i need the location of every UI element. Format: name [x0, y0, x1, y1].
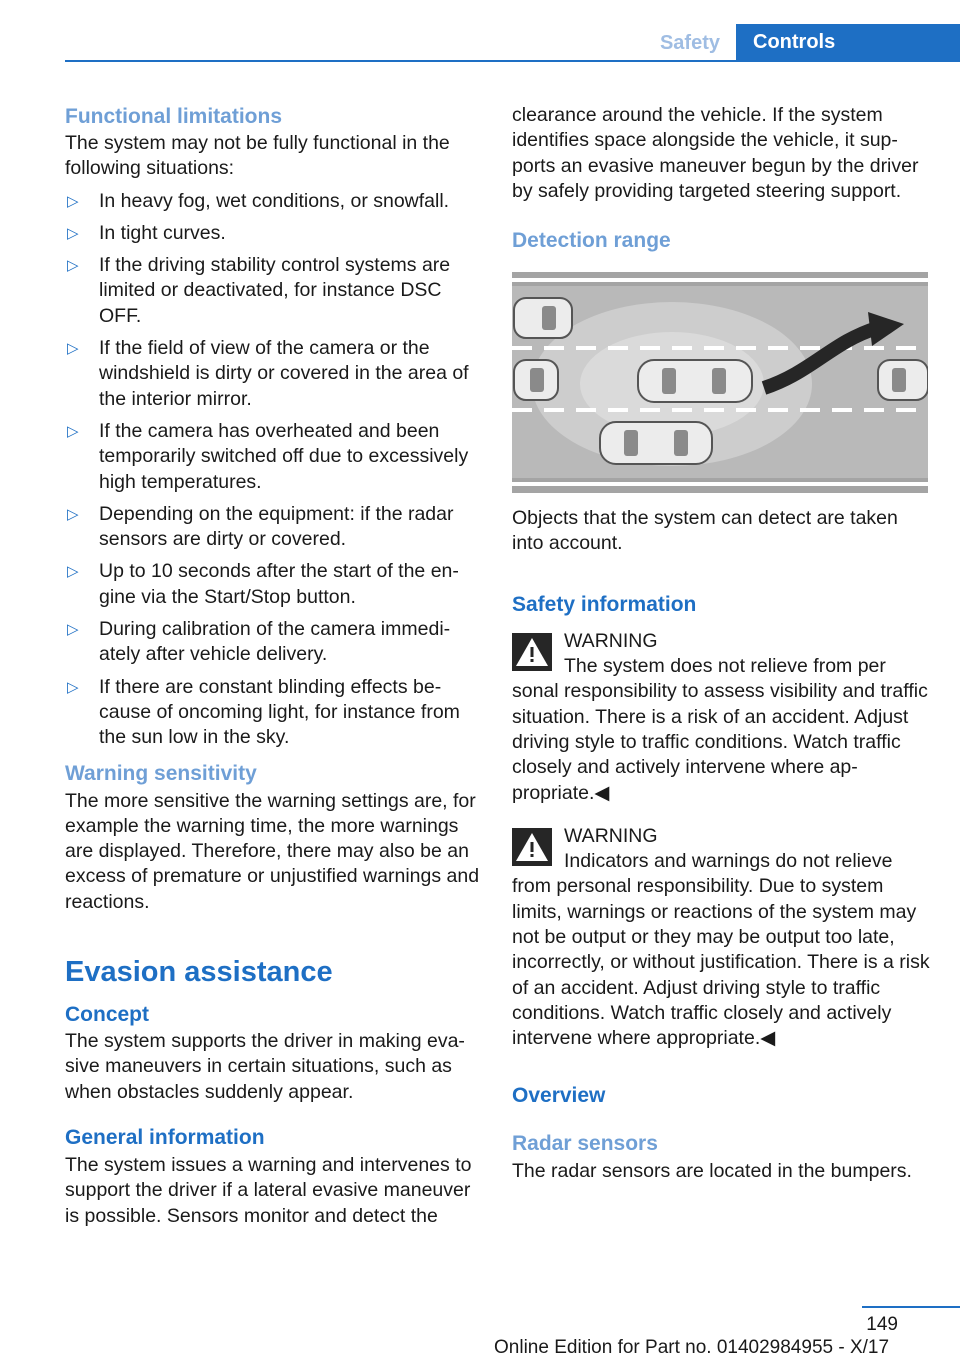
warning-title: WARNING: [564, 824, 658, 847]
list-item: ▷ During calibration of the camera immediately after vehicle delivery.: [67, 618, 451, 666]
triangle-right-icon: ▷: [67, 621, 79, 639]
list-item: ▷ If there are constant blinding effects because of oncoming light, for instance from the sun low in the sky.: [67, 675, 460, 749]
warning-title: WARNING: [564, 629, 658, 652]
warning-first-line: Indicators and warnings do not relieve: [564, 850, 893, 873]
header-chapter-tab: Controls: [736, 24, 960, 61]
triangle-right-icon: ▷: [67, 563, 79, 581]
triangle-right-icon: ▷: [67, 192, 79, 210]
footer-rule: [862, 1306, 960, 1308]
functional-limitations-intro: The system may not be fully functional in the following situations:: [65, 132, 450, 180]
general-information-text: The system issues a warning and intervenes to support the driver if a lateral evasive maneuver is possible. Sensors monitor and detect the: [65, 1153, 472, 1227]
safety-information-heading: Safety information: [512, 592, 697, 616]
triangle-right-icon: ▷: [67, 224, 79, 242]
radar-sensors-text: The radar sensors are located in the bumpers.: [512, 1159, 912, 1182]
list-item: ▷ Up to 10 seconds after the start of the engine via the Start/Stop button.: [67, 560, 459, 608]
general-information-heading: General information: [65, 1125, 265, 1149]
list-item: ▷ Depending on the equipment: if the radar sensors are dirty or covered.: [67, 502, 454, 551]
triangle-right-icon: ▷: [67, 257, 79, 275]
road-diagram: [512, 272, 928, 493]
triangle-right-icon: ▷: [67, 678, 79, 696]
page-number: 149: [866, 1314, 898, 1335]
detection-range-heading: Detection range: [512, 229, 671, 253]
functional-limitations-list: [65, 189, 483, 751]
warning-block: [512, 629, 930, 806]
warning-text: sonal responsibility to assess visibility and traffic situation. There is a risk of an accident. Adjust driving style to traffic conditions. Watch traffic closely and actively intervene where appropriate.◀: [512, 680, 928, 804]
evasion-assistance-heading: Evasion assistance: [65, 956, 333, 989]
right-column: [512, 103, 930, 1184]
header-rule: [65, 60, 960, 62]
warning-sensitivity-heading: Warning sensitivity: [65, 761, 257, 785]
warning-first-line: The system does not relieve from per: [564, 655, 886, 678]
list-item: ▷ If the camera has overheated and been temporarily switched off due to excessively high temperatures.: [67, 419, 469, 493]
warning-triangle-icon: [512, 828, 552, 866]
warning-text: from personal responsibility. Due to system limits, warnings or reactions of the system may not be output or they may be output too late, incorrectly, or without justification. There is a risk of an accident. Adjust driving style to traffic conditions. Watch traffic closely and actively intervene where appropriate.◀: [512, 875, 930, 1050]
list-item: ▷ If the field of view of the camera or the windshield is dirty or covered in the area of the interior mirror.: [67, 337, 469, 410]
functional-limitations-heading: Functional limitations: [65, 105, 283, 128]
list-item: ▷ In tight curves.: [65, 221, 483, 246]
triangle-right-icon: ▷: [67, 340, 79, 358]
warning-triangle-icon: [512, 633, 552, 671]
warning-block: [512, 824, 930, 1052]
continuation-text: clearance around the vehicle. If the system identifies space alongside the vehicle, it supports an evasive maneuver begun by the driver by safely providing targeted steering support.: [512, 104, 919, 202]
list-item: ▷ If the driving stability control systems are limited or deactivated, for instance DSC OFF.: [67, 254, 451, 327]
detection-range-caption: Objects that the system can detect are taken into account.: [512, 507, 898, 555]
detection-range-illustration: [512, 272, 928, 493]
triangle-right-icon: ▷: [67, 422, 79, 440]
triangle-right-icon: ▷: [67, 505, 79, 523]
concept-heading: Concept: [65, 1003, 149, 1027]
warning-sensitivity-text: The more sensitive the warning settings are, for example the warning time, the more warnings are displayed. Therefore, there may also be an excess of premature or unjustified warnings and reactions.: [65, 789, 480, 913]
left-column: [65, 103, 483, 1229]
radar-sensors-heading: Radar sensors: [512, 1131, 658, 1155]
concept-text: The system supports the driver in making evasive maneuvers in certain situations, such as when obstacles suddenly appear.: [65, 1030, 465, 1103]
edition-note: Online Edition for Part no. 01402984955 - X/17: [494, 1337, 890, 1358]
list-item: ▷ In heavy fog, wet conditions, or snowfall.: [65, 189, 483, 214]
header-section-tab: Safety: [659, 32, 720, 54]
overview-heading: Overview: [512, 1083, 606, 1107]
